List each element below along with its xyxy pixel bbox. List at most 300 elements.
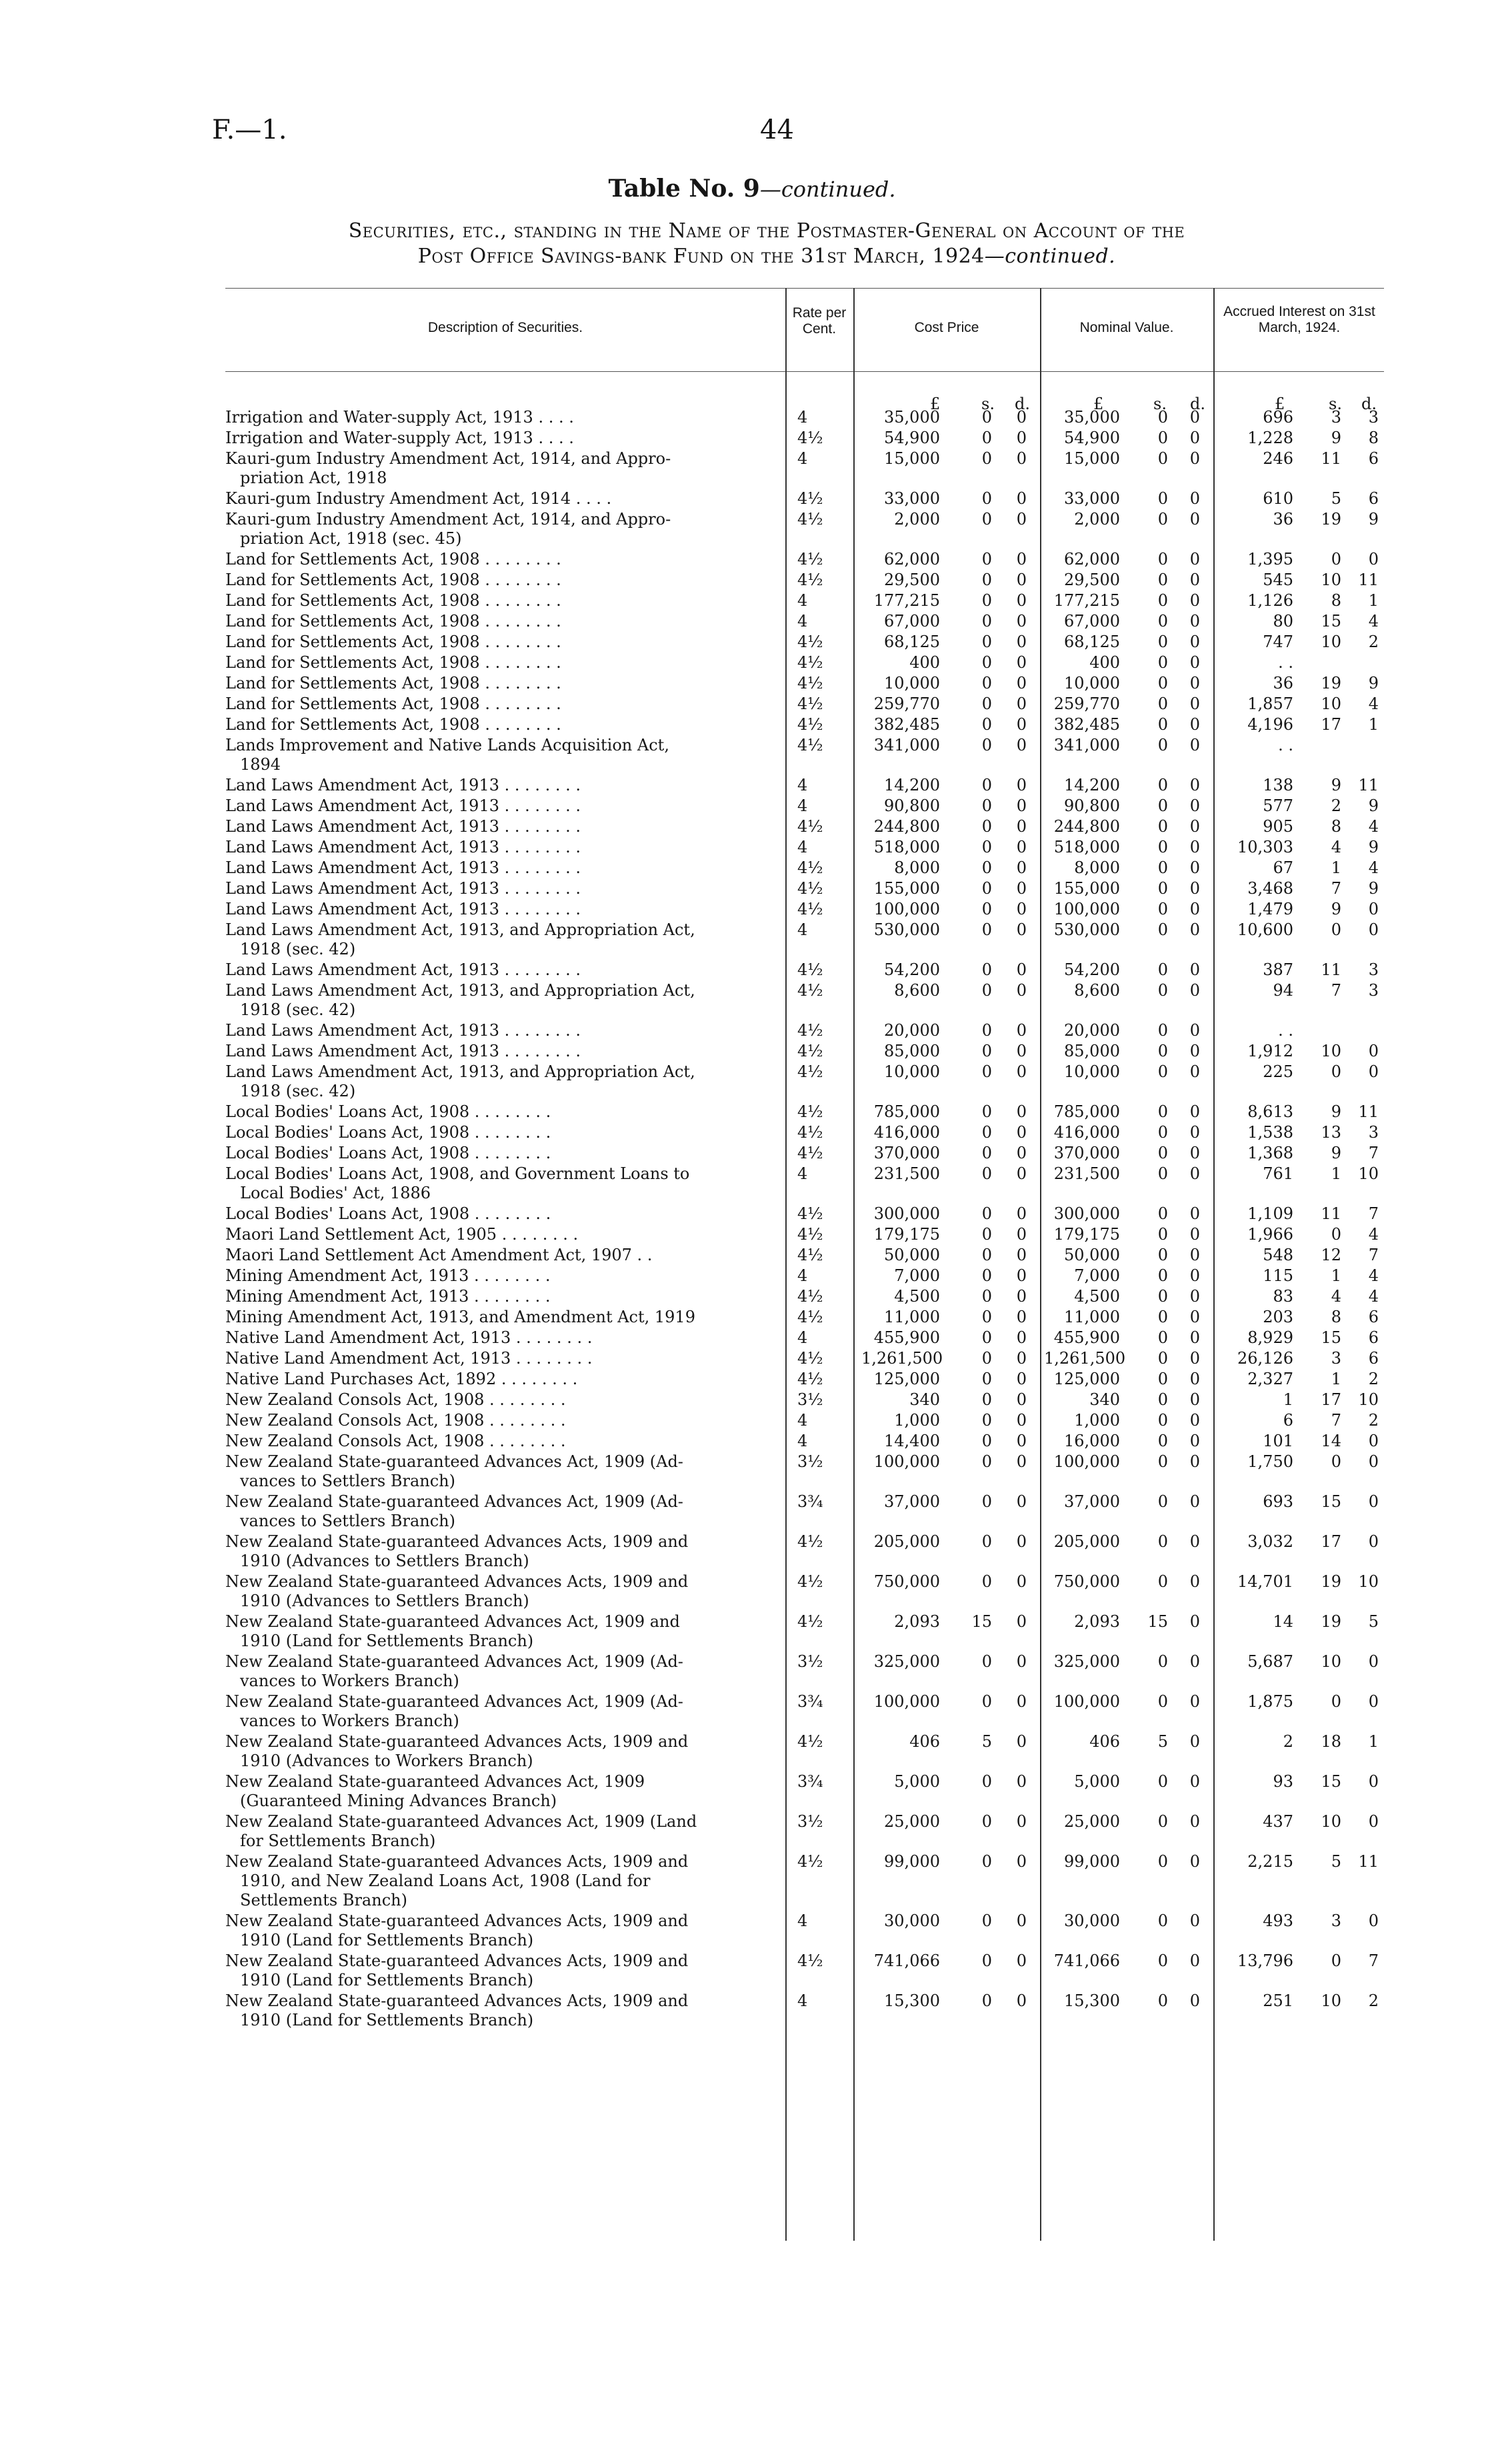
acc-shillings-cell: 15 [1321,612,1341,630]
acc-pounds-cell: 83 [1273,1287,1293,1306]
nom-pence-cell: 0 [1189,1612,1200,1631]
description-line: Kauri-gum Industry Amendment Act, 1914, and Appro- [225,449,671,468]
security-description [225,1572,779,1611]
acc-pence-cell: 10 [1358,1164,1379,1183]
acc-shillings-cell: 2 [1331,796,1341,815]
security-description [225,612,779,631]
nom-pounds-cell: 370,000 [1053,1144,1120,1162]
nom-pence-cell: 0 [1189,776,1200,794]
nom-shillings-cell: 0 [1157,879,1168,898]
acc-pence-cell: 0 [1368,1042,1379,1060]
security-description [225,1246,779,1265]
cost-shillings-cell: 0 [981,858,992,877]
acc-shillings-cell: 5 [1331,1852,1341,1871]
nom-pence-cell: 0 [1189,1911,1200,1930]
nom-pence-cell: 0 [1189,1308,1200,1326]
acc-pounds-cell: . . [1278,736,1293,754]
nom-pounds-cell: 244,800 [1053,817,1120,836]
rate-cell: 4 [797,408,808,427]
nom-pence-cell: 0 [1189,1246,1200,1264]
description-line: Local Bodies' Loans Act, 1908 . . . . . . . . [225,1204,551,1223]
cost-pence-cell: 0 [1016,838,1027,856]
nom-pounds-cell: 518,000 [1053,838,1120,856]
security-description [225,1287,779,1306]
cost-shillings-cell: 0 [981,715,992,734]
cost-shillings-cell: 0 [981,920,992,939]
description-line: Mining Amendment Act, 1913, and Amendment Act, 1919 [225,1308,695,1326]
cost-pounds-cell: 155,000 [873,879,940,898]
acc-pence-cell: 3 [1368,981,1379,1000]
cost-shillings-cell: 0 [981,1328,992,1347]
column-header-nominal: Nominal Value. [1079,320,1174,335]
nom-pence-cell: 0 [1189,489,1200,508]
security-description [225,449,779,488]
nom-shillings-cell: 0 [1157,510,1168,529]
nom-pence-cell: 0 [1189,550,1200,569]
cost-pence-cell: 0 [1016,694,1027,713]
cost-pence-cell: 0 [1016,1991,1027,2010]
cost-pounds-cell: 29,500 [884,571,940,589]
rate-cell: 4½ [797,817,823,836]
acc-shillings-cell: 11 [1321,1204,1341,1223]
acc-pence-cell: 9 [1368,796,1379,815]
acc-pounds-cell: 2,215 [1247,1852,1293,1871]
cost-pence-cell: 0 [1016,1692,1027,1711]
nom-shillings-cell: 0 [1157,776,1168,794]
acc-shillings-cell: 19 [1321,1612,1341,1631]
description-line: priation Act, 1918 (sec. 45) [240,529,462,548]
cost-shillings-cell: 0 [981,796,992,815]
acc-shillings-cell: 13 [1321,1123,1341,1142]
nom-pence-cell: 0 [1189,632,1200,651]
acc-pounds-cell: 577 [1263,796,1293,815]
acc-shillings-cell: 10 [1321,1652,1341,1671]
acc-pounds-cell: 905 [1263,817,1293,836]
description-line: Native Land Amendment Act, 1913 . . . . . . . . [225,1349,593,1368]
nom-shillings-cell: 0 [1157,1021,1168,1040]
rate-cell: 4 [797,920,808,939]
description-line: New Zealand State-guaranteed Advances Acts, 1909 and [225,1532,689,1551]
cost-pence-cell: 0 [1016,1411,1027,1430]
cost-pounds-cell: 325,000 [873,1652,940,1671]
cost-pence-cell: 0 [1016,1951,1027,1970]
acc-pence-cell: 1 [1368,591,1379,610]
nom-pounds-cell: 8,000 [1074,858,1120,877]
description-line: New Zealand State-guaranteed Advances Act, 1909 (Ad- [225,1652,683,1671]
acc-pence-cell: 0 [1368,1492,1379,1511]
cost-shillings-cell: 0 [981,1432,992,1450]
cost-pounds-cell: 62,000 [884,550,940,569]
cost-pounds-cell: 35,000 [884,408,940,427]
acc-shillings-cell: 1 [1331,1266,1341,1285]
nom-pounds-cell: 2,000 [1074,510,1120,529]
nom-pence-cell: 0 [1189,1164,1200,1183]
cost-pence-cell: 0 [1016,510,1027,529]
nom-pounds-cell: 7,000 [1074,1266,1120,1285]
description-line: Settlements Branch) [240,1891,407,1909]
security-description [225,817,779,836]
rate-cell: 3½ [797,1652,823,1671]
security-description [225,1652,779,1691]
acc-pounds-cell: 3,032 [1247,1532,1293,1551]
acc-pounds-cell: 14,701 [1237,1572,1293,1591]
rate-cell: 4½ [797,879,823,898]
cost-pence-cell: 0 [1016,653,1027,672]
acc-pounds-cell: 548 [1263,1246,1293,1264]
cost-pounds-cell: 10,000 [884,1062,940,1081]
cost-pence-cell: 0 [1016,900,1027,918]
acc-pounds-cell: 8,929 [1247,1328,1293,1347]
cost-shillings-cell: 0 [981,1287,992,1306]
nom-pounds-cell: 50,000 [1064,1246,1120,1264]
acc-shillings-cell: 17 [1321,1532,1341,1551]
cost-pence-cell: 0 [1016,796,1027,815]
security-description [225,510,779,549]
cost-pounds-cell: 518,000 [873,838,940,856]
nom-shillings-cell: 0 [1157,1164,1168,1183]
security-description [225,571,779,590]
column-header-description: Description of Securities. [427,320,583,335]
nom-pounds-cell: 11,000 [1064,1308,1120,1326]
acc-shillings-cell: 7 [1331,981,1341,1000]
acc-pence-cell: 0 [1368,1692,1379,1711]
nom-pounds-cell: 67,000 [1064,612,1120,630]
security-description [225,591,779,611]
rate-cell: 4½ [797,1951,823,1970]
security-description [225,858,779,878]
nom-shillings-cell: 0 [1157,674,1168,692]
rate-cell: 4 [797,612,808,630]
security-description [225,1692,779,1731]
security-description [225,1612,779,1651]
security-description [225,1042,779,1061]
nom-pence-cell: 0 [1189,1492,1200,1511]
rate-cell: 4 [797,1432,808,1450]
nom-pounds-cell: 455,900 [1053,1328,1120,1347]
cost-shillings-cell: 0 [981,838,992,856]
cost-pence-cell: 0 [1016,1287,1027,1306]
nom-pounds-cell: 1,261,500 [1044,1349,1126,1368]
security-description [225,736,779,774]
acc-pounds-cell: 3,468 [1247,879,1293,898]
description-line: Maori Land Settlement Act Amendment Act, 1907 . . [225,1246,653,1264]
acc-shillings-cell: 4 [1331,1287,1341,1306]
nom-pence-cell: 0 [1189,1102,1200,1121]
acc-shillings-cell: 19 [1321,674,1341,692]
cost-pence-cell: 0 [1016,1062,1027,1081]
acc-shillings-cell: 10 [1321,1991,1341,2010]
acc-shillings-cell: 15 [1321,1492,1341,1511]
nom-pounds-cell: 10,000 [1064,674,1120,692]
nom-pence-cell: 0 [1189,1812,1200,1831]
rate-cell: 3½ [797,1812,823,1831]
nom-pounds-cell: 54,900 [1064,429,1120,447]
nom-pounds-cell: 85,000 [1064,1042,1120,1060]
description-line: 1910 (Advances to Workers Branch) [240,1752,533,1770]
nom-pounds-cell: 341,000 [1053,736,1120,754]
rate-cell: 4½ [797,1732,823,1751]
nom-shillings-cell: 0 [1157,489,1168,508]
description-line: 1910 (Land for Settlements Branch) [240,2011,534,2029]
rate-cell: 4½ [797,571,823,589]
nom-shillings-cell: 0 [1157,1652,1168,1671]
nom-pence-cell: 0 [1189,1144,1200,1162]
cost-pounds-cell: 8,000 [894,858,940,877]
acc-pounds-cell: 1,966 [1247,1225,1293,1244]
nom-shillings-cell: 0 [1157,1042,1168,1060]
nom-pounds-cell: 4,500 [1074,1287,1120,1306]
nominal-pence-unit: d. [1190,395,1205,413]
acc-shillings-cell: 11 [1321,449,1341,468]
cost-shillings-cell: 0 [981,776,992,794]
cost-pence-cell: 0 [1016,550,1027,569]
description-line: New Zealand State-guaranteed Advances Act, 1909 (Land [225,1812,697,1831]
cost-pounds-cell: 406 [909,1732,940,1751]
security-description [225,1411,779,1430]
acc-pounds-cell: 545 [1263,571,1293,589]
cost-pounds-cell: 68,125 [884,632,940,651]
cost-pence-cell: 0 [1016,674,1027,692]
nom-pounds-cell: 15,000 [1064,449,1120,468]
cost-shillings-cell: 15 [971,1612,992,1631]
acc-shillings-cell: 10 [1321,571,1341,589]
acc-pounds-cell: 246 [1263,449,1293,468]
acc-pounds-cell: 493 [1263,1911,1293,1930]
cost-shillings-cell: 0 [981,1308,992,1326]
acc-pounds-cell: 1,750 [1247,1452,1293,1471]
description-line: Land for Settlements Act, 1908 . . . . . . . . [225,571,561,589]
column-header-accrued: Accrued Interest on 31st March, 1924. [1223,304,1375,335]
acc-shillings-cell: 15 [1321,1328,1341,1347]
acc-pence-cell: 2 [1368,1991,1379,2010]
cost-shillings-cell: 0 [981,1390,992,1409]
description-line: Kauri-gum Industry Amendment Act, 1914, and Appro- [225,510,671,529]
cost-pounds-cell: 1,000 [894,1411,940,1430]
cost-pence-cell: 0 [1016,1732,1027,1751]
nom-shillings-cell: 0 [1157,1852,1168,1871]
description-line: Land Laws Amendment Act, 1913 . . . . . . . . [225,960,581,979]
nom-shillings-cell: 0 [1157,920,1168,939]
table-title [0,175,1504,203]
acc-pence-cell: 3 [1368,1123,1379,1142]
acc-pence-cell: 11 [1358,1102,1379,1121]
description-line: New Zealand State-guaranteed Advances Acts, 1909 and [225,1852,689,1871]
description-line: vances to Workers Branch) [240,1712,459,1730]
cost-pounds-cell: 125,000 [873,1370,940,1388]
nom-shillings-cell: 0 [1157,1308,1168,1326]
nom-pence-cell: 0 [1189,1328,1200,1347]
acc-pounds-cell: 747 [1263,632,1293,651]
nom-pounds-cell: 68,125 [1064,632,1120,651]
nom-shillings-cell: 0 [1157,960,1168,979]
nom-shillings-cell: 0 [1157,1452,1168,1471]
nom-shillings-cell: 0 [1157,1411,1168,1430]
acc-shillings-cell: 8 [1331,591,1341,610]
cost-pence-cell: 0 [1016,858,1027,877]
description-line: Land Laws Amendment Act, 1913 . . . . . . . . [225,838,581,856]
nom-pence-cell: 0 [1189,1652,1200,1671]
security-description [225,1390,779,1410]
nom-shillings-cell: 0 [1157,1062,1168,1081]
acc-shillings-cell: 0 [1331,550,1341,569]
description-line: Mining Amendment Act, 1913 . . . . . . . . [225,1266,551,1285]
acc-pence-cell: 2 [1368,632,1379,651]
column-divider [1040,288,1041,2241]
security-description [225,879,779,898]
nom-pence-cell: 0 [1189,1411,1200,1430]
security-description [225,838,779,857]
acc-pence-cell: 0 [1368,1532,1379,1551]
acc-pounds-cell: 1,479 [1247,900,1293,918]
cost-pounds-cell: 244,800 [873,817,940,836]
description-line: Irrigation and Water-supply Act, 1913 . . . . [225,408,574,427]
acc-pence-cell: 2 [1368,1411,1379,1430]
rate-cell: 3¾ [797,1692,823,1711]
nom-pence-cell: 0 [1189,1266,1200,1285]
accrued-pence-unit: d. [1361,395,1377,413]
cost-shillings-cell: 0 [981,1692,992,1711]
cost-shillings-cell: 0 [981,1911,992,1930]
cost-pounds-cell: 50,000 [884,1246,940,1264]
column-header-rate: Rate per Cent. [792,305,847,337]
security-description [225,550,779,569]
nom-pence-cell: 0 [1189,858,1200,877]
cost-pounds-cell: 7,000 [894,1266,940,1285]
description-line: Land for Settlements Act, 1908 . . . . . . . . [225,694,561,713]
security-description [225,1328,779,1348]
nom-pounds-cell: 35,000 [1064,408,1120,427]
cost-pounds-cell: 100,000 [873,1452,940,1471]
rate-cell: 4½ [797,1123,823,1142]
cost-pounds-cell: 205,000 [873,1532,940,1551]
cost-pence-cell: 0 [1016,571,1027,589]
acc-shillings-cell: 0 [1331,1225,1341,1244]
nom-shillings-cell: 0 [1157,653,1168,672]
acc-shillings-cell: 7 [1331,879,1341,898]
security-description [225,1164,779,1203]
nom-pounds-cell: 259,770 [1053,694,1120,713]
cost-shillings-cell: 0 [981,674,992,692]
description-line: 1910 (Land for Settlements Branch) [240,1931,534,1949]
cost-shillings-cell: 0 [981,550,992,569]
cost-pence-cell: 0 [1016,1852,1027,1871]
security-description [225,1492,779,1531]
description-line: Lands Improvement and Native Lands Acquisition Act, [225,736,669,754]
rate-cell: 4½ [797,1612,823,1631]
description-line: New Zealand State-guaranteed Advances Act, 1909 [225,1772,645,1791]
description-line: Maori Land Settlement Act, 1905 . . . . . . . . [225,1225,579,1244]
column-divider [853,288,855,2241]
rate-cell: 4 [797,1164,808,1183]
cost-pence-cell: 0 [1016,489,1027,508]
cost-shillings-cell: 0 [981,1532,992,1551]
nom-pounds-cell: 382,485 [1053,715,1120,734]
cost-pence-cell: 0 [1016,1532,1027,1551]
acc-pence-cell: 0 [1368,1452,1379,1471]
nom-shillings-cell: 0 [1157,1225,1168,1244]
nom-pence-cell: 0 [1189,960,1200,979]
cost-pounds-cell: 8,600 [894,981,940,1000]
nom-pounds-cell: 2,093 [1074,1612,1120,1631]
acc-pounds-cell: 67 [1273,858,1293,877]
cost-pounds-cell: 179,175 [873,1225,940,1244]
cost-pounds-cell: 341,000 [873,736,940,754]
rate-cell: 4½ [797,1042,823,1060]
security-description [225,1266,779,1286]
accrued-shilling-unit: s. [1329,395,1342,413]
security-description [225,489,779,509]
description-line: New Zealand State-guaranteed Advances Acts, 1909 and [225,1951,689,1970]
nom-pence-cell: 0 [1189,817,1200,836]
description-line: Land Laws Amendment Act, 1913, and Appropriation Act, [225,920,695,939]
description-line: Land for Settlements Act, 1908 . . . . . . . . [225,632,561,651]
description-line: New Zealand Consols Act, 1908 . . . . . . . . [225,1390,566,1409]
description-line: Land Laws Amendment Act, 1913, and Appropriation Act, [225,981,695,1000]
nom-shillings-cell: 0 [1157,571,1168,589]
rate-cell: 4½ [797,1349,823,1368]
cost-pence-cell: 0 [1016,715,1027,734]
cost-pence-cell: 0 [1016,736,1027,754]
cost-pence-cell: 0 [1016,1370,1027,1388]
cost-pence-cell: 0 [1016,1911,1027,1930]
description-line: New Zealand Consols Act, 1908 . . . . . . . . [225,1411,566,1430]
acc-pence-cell: 7 [1368,1951,1379,1970]
nom-pence-cell: 0 [1189,1852,1200,1871]
rate-cell: 4½ [797,900,823,918]
cost-pounds-cell: 177,215 [873,591,940,610]
acc-shillings-cell: 17 [1321,1390,1341,1409]
acc-shillings-cell: 10 [1321,1812,1341,1831]
description-line: New Zealand State-guaranteed Advances Act, 1909 and [225,1612,680,1631]
table-title-main: Table No. 9 [608,175,760,203]
cost-shillings-cell: 0 [981,1411,992,1430]
rate-cell: 4 [797,449,808,468]
description-line: Kauri-gum Industry Amendment Act, 1914 . . . . [225,489,612,508]
nom-pounds-cell: 1,000 [1074,1411,1120,1430]
nom-shillings-cell: 0 [1157,1991,1168,2010]
cost-pounds-cell: 14,400 [884,1432,940,1450]
security-description [225,900,779,919]
acc-shillings-cell: 10 [1321,632,1341,651]
cost-pounds-cell: 300,000 [873,1204,940,1223]
cost-shillings-cell: 0 [981,694,992,713]
acc-pence-cell: 2 [1368,1370,1379,1388]
cost-shillings-cell: 0 [981,591,992,610]
acc-pounds-cell: 437 [1263,1812,1293,1831]
cost-shillings-cell: 0 [981,960,992,979]
cost-pence-cell: 0 [1016,1246,1027,1264]
security-description [225,1062,779,1101]
acc-shillings-cell: 0 [1331,1951,1341,1970]
cost-shillings-cell: 0 [981,1246,992,1264]
acc-pence-cell: 11 [1358,1852,1379,1871]
cost-pounds-cell: 15,000 [884,449,940,468]
description-line: Land for Settlements Act, 1908 . . . . . . . . [225,612,561,630]
acc-pounds-cell: 4,196 [1247,715,1293,734]
accrued-pound-unit: £ [1275,395,1285,413]
security-description [225,1852,779,1910]
nom-shillings-cell: 0 [1157,1102,1168,1121]
nominal-pound-unit: £ [1093,395,1104,413]
nom-shillings-cell: 0 [1157,1370,1168,1388]
cost-pounds-cell: 37,000 [884,1492,940,1511]
cost-pence-cell: 0 [1016,1612,1027,1631]
acc-shillings-cell: 8 [1331,1308,1341,1326]
acc-shillings-cell: 17 [1321,715,1341,734]
nom-shillings-cell: 0 [1157,838,1168,856]
description-line: vances to Settlers Branch) [240,1512,456,1530]
rate-cell: 4½ [797,736,823,754]
